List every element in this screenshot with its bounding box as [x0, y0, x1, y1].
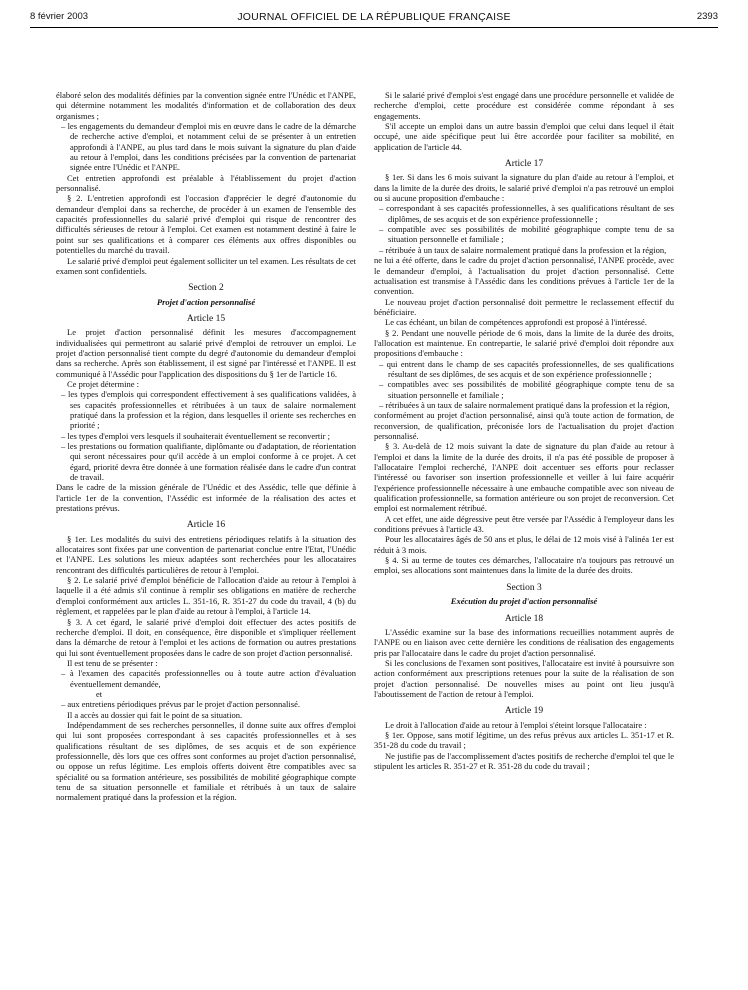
header-title: JOURNAL OFFICIEL DE LA RÉPUBLIQUE FRANÇAISE	[237, 11, 511, 23]
paragraph: Le cas échéant, un bilan de compétences approfondi est proposé à l'intéressé.	[385, 317, 647, 328]
paragraph: S'il accepte un emploi dans un autre bassin d'emploi que celui dans lequel il était occupé, une aide spécifique peut lui être accordée pour faciliter sa mobilité, en application de l'article 44.	[374, 121, 674, 152]
section-subtitle: Exécution du projet d'action personnalisé	[450, 596, 598, 607]
paragraph: Le nouveau projet d'action personnalisé doit permettre le reclassement effectif du bénéficiaire.	[374, 296, 674, 317]
paragraph: Le projet d'action personnalisé définit les mesures d'accompagnement individualisées qui permettront au salarié privé d'emploi de retrouver un emploi. Le projet d'action personnalisé tient compte du degré d'autonomie du demandeur d'emploi dans sa recherche. Après son établissement, il est signé par l'intéressé et l'ANPE. Il est communiqué à l'Assédic pour l'application des dispositions du § 1er de l'article 16.	[56, 327, 356, 379]
paragraph: Cet entretien approfondi est préalable à l'établissement du projet d'action personnalisé.	[56, 172, 356, 194]
paragraph: Ne justifie pas de l'accomplissement d'actes positifs de recherche d'emploi tel que le stipulent les articles R. 351-27 et R. 351-28 du code du travail ;	[374, 750, 674, 771]
list-item: – qui entrent dans le champ de ses capacités professionnelles, de ses qualifications résultant de ses diplômes, de ses acquis et de son expérience professionnelle ;	[379, 358, 674, 379]
list-item: – compatibles avec ses possibilités de mobilité géographique compte tenu de sa situation personnelle et familiale ;	[379, 379, 674, 400]
paragraph: § 4. Si au terme de toutes ces démarches, l'allocataire n'a toujours pas retrouvé un emploi, ses allocations sont maintenues dans la limite de la durée des droits.	[374, 555, 674, 576]
paragraph: Il est tenu de se présenter :	[67, 657, 158, 668]
paragraph: § 2. L'entretien approfondi est l'occasion d'apprécier le degré d'autonomie du demandeur d'emploi dans sa recherche, de procéder à un examen de l'ensemble des capacités professionnelles du salarié privé d'emploi qui risque de rencontrer des difficultés sérieuses de retour à l'emploi. Cet examen est notamment destiné à faire le point sur ses qualifications et à comparer ces éléments aux offres disponibles ou potentielles du marché du travail.	[56, 193, 356, 256]
list-item: – rétribuée à un taux de salaire normalement pratiqué dans la profession et la région,	[379, 244, 667, 255]
paragraph: § 1er. Si dans les 6 mois suivant la signature du plan d'aide au retour à l'emploi, et dans la limite de la durée des droits, le salarié privé d'emploi n'a pas retrouvé un emploi ou si aucune proposition d'embauche :	[374, 172, 674, 204]
paragraph: Le droit à l'allocation d'aide au retour à l'emploi s'éteint lorsque l'allocataire :	[385, 719, 647, 730]
section-subtitle: Projet d'action personnalisé	[156, 296, 256, 307]
page-header	[30, 11, 718, 25]
paragraph: Si le salarié privé d'emploi s'est engagé dans une procédure personnelle et validée de recherche d'emploi, cette procédure est considérée comme répondant à ses engagements.	[374, 90, 674, 121]
list-item: – les engagements du demandeur d'emploi mis en œuvre dans le cadre de la démarche de recherche active d'emploi, et notamment celui de se présenter à un entretien approfondi à l'ANPE, au plus tard dans le mois suivant la signature du plan d'aide au retour à l'emploi, dans les conditions précisées par la convention de partenariat signée entre l'Unédic et l'ANPE.	[61, 121, 356, 173]
bullet-list	[56, 121, 356, 173]
section-heading: Article 17	[504, 159, 544, 170]
header-rule	[30, 27, 718, 28]
bullet-list	[56, 668, 356, 709]
paragraph: L'Assédic examine sur la base des informations recueillies notamment auprès de l'ANPE ou en liaison avec cette dernière les conditions de réalisation des engagements pris par l'allocataire dans le cadre du projet d'action personnalisé.	[374, 626, 674, 658]
paragraph: Ce projet détermine :	[67, 378, 139, 389]
paragraph: § 2. Le salarié privé d'emploi bénéficie de l'allocation d'aide au retour à l'emploi à laquelle il a été admis s'il continue à remplir ses obligations en matière de recherche d'emploi conformément aux articles L. 351-16, R. 351-27 du code du travail, 4 (b) du règlement, et rappelées par le plan d'aide au retour à l'emploi, à l'article 14.	[56, 575, 356, 617]
paragraph: § 2. Pendant une nouvelle période de 6 mois, dans la limite de la durée des droits, l'allocation est maintenue. En contrepartie, le salarié privé d'emploi doit répondre aux propositions d'embauche :	[374, 327, 674, 359]
header-page-number: 2393	[696, 11, 718, 22]
paragraph: Pour les allocataires âgés de 50 ans et plus, le délai de 12 mois visé à l'alinéa 1er est réduit à 3 mois.	[374, 534, 674, 555]
list-item: – les prestations ou formation qualifiante, diplômante ou d'adaptation, de réorientation qui seront nécessaires pour qu'il accède à un emploi conforme à ce projet. A cet égard, priorité devra être donnée à une formation réalisée dans le cadre d'un contrat de travail.	[61, 441, 356, 483]
paragraph: conformément au projet d'action personnalisé, ainsi qu'à toute action de formation, de reconversion, de qualification, préconisée lors de l'actualisation du projet d'action personnalisé.	[374, 410, 674, 441]
list-item: et	[96, 688, 103, 699]
paragraph: § 1er. Oppose, sans motif légitime, un des refus prévus aux articles L. 351-17 et R. 351-28 du code du travail ;	[374, 729, 674, 751]
paragraph: § 3. A cet égard, le salarié privé d'emploi doit effectuer des actes positifs de recherche d'emploi. Il doit, en conséquence, être disponible et s'impliquer réellement dans la démarche de retour à l'emploi et les actions de formation ou autres prestations qui lui sont éventuellement proposées dans le cadre de son projet d'action personnalisé.	[56, 616, 356, 658]
list-item: – correspondant à ses capacités professionnelles, à ses qualifications résultant de ses diplômes, de ses acquis et de son expérience professionnelle ;	[379, 203, 674, 224]
list-item: – les types d'emploi vers lesquels il souhaiterait éventuellement se reconvertir ;	[61, 430, 330, 441]
bullet-list	[56, 389, 356, 482]
left-column	[56, 90, 356, 803]
section-heading: Article 16	[186, 520, 226, 531]
paragraph: Le salarié privé d'emploi peut également solliciter un tel examen. Les résultats de cet examen sont confidentiels.	[56, 255, 357, 276]
list-item: – à l'examen des capacités professionnelles ou à toute autre action d'évaluation éventuellement demandée,	[61, 668, 356, 689]
list-item: – aux entretiens périodiques prévus par le projet d'action personnalisé.	[61, 699, 300, 710]
bullet-list	[374, 203, 674, 255]
section-heading: Article 19	[504, 706, 544, 717]
section-heading: Section 2	[188, 283, 224, 294]
right-column	[374, 90, 674, 771]
section-heading: Article 15	[186, 313, 226, 324]
paragraph: élaboré selon des modalités définies par la convention signée entre l'Unédic et l'ANPE, qui détermine notamment les modalités d'information et de collaboration des deux organismes ;	[56, 90, 356, 121]
list-item: – compatible avec ses possibilités de mobilité géographique compte tenu de sa situation personnelle et familiale ;	[379, 224, 674, 245]
paragraph: § 1er. Les modalités du suivi des entretiens périodiques relatifs à la situation des allocataires sont fixées par une convention de partenariat conclue entre l'Etat, l'Unédic et l'ANPE. Les solutions les mieux adaptées sont recherchées pour les allocataires rencontrant des difficultés particulières de retour à l'emploi.	[56, 533, 356, 575]
paragraph: Si les conclusions de l'examen sont positives, l'allocataire est invité à poursuivre son action conformément aux prescriptions retenues pour la suite de la réalisation de son projet d'action personnalisé. De nouvelles mises au point ont lieu jusqu'à l'aboutissement de l'action de retour à l'emploi.	[374, 657, 674, 699]
bullet-list	[374, 359, 674, 411]
paragraph: § 3. Au-delà de 12 mois suivant la date de signature du plan d'aide au retour à l'emploi et dans la limite de la durée des droits, il n'a pas été possible de proposer à l'allocataire l'emploi recherché, l'ANPE doit accentuer ses efforts pour reclasser l'intéressé ou favoriser son insertion professionnelle et veiller à lui faire acquérir l'expérience professionnelle nécessaire à une embauche compatible avec son niveau de qualification professionnelle, sa formation antérieure ou son projet de reconversion. Cet emploi est normalement rétribué.	[374, 441, 674, 514]
paragraph: ne lui a été offerte, dans le cadre du projet d'action personnalisé, l'ANPE procède, avec le demandeur d'emploi, à l'actualisation du projet d'action personnalisé. Cette actualisation est transmise à l'Assédic dans les conditions prévues à l'article 1er de la convention.	[374, 255, 674, 297]
paragraph: A cet effet, une aide dégressive peut être versée par l'Assédic à l'employeur dans les conditions prévues à l'article 43.	[374, 513, 674, 535]
header-date: 8 février 2003	[30, 11, 89, 22]
paragraph: Indépendamment de ses recherches personnelles, il donne suite aux offres d'emploi qui lui sont proposées correspondant à ses capacités professionnelles et à ses qualifications résultant de ses diplômes, de ses acquis et de son expérience professionnelle, dès lors que ces offres sont conformes au projet d'action personnalisé, ou oppose un refus légitime. Les emplois offerts doivent être compatibles avec sa spécialité ou sa formation antérieure, ses possibilités de mobilité géographique compte tenu de sa situation personnelle et familiale et rétribués à un taux de salaire normalement pratiqué dans la profession et la région.	[56, 719, 356, 803]
section-heading: Article 18	[504, 613, 544, 624]
paragraph: Il a accès au dossier qui fait le point de sa situation.	[67, 709, 243, 720]
section-heading: Section 3	[506, 582, 542, 593]
paragraph: Dans le cadre de la mission générale de l'Unédic et des Assédic, telle que définie à l'article 1er de la convention, l'Assédic est informée de la réalisation des actes et prestations prévus.	[56, 482, 356, 514]
list-item: – les types d'emplois qui correspondent effectivement à ses qualifications validées, à ses capacités professionnelles et rétribuées à un taux de salaire normalement pratiqué dans la profession et la région, dans lesquelles il oriente ses recherches en priorité ;	[61, 389, 356, 431]
list-item: – rétribuées à un taux de salaire normalement pratiqué dans la profession et la région,	[379, 399, 670, 410]
